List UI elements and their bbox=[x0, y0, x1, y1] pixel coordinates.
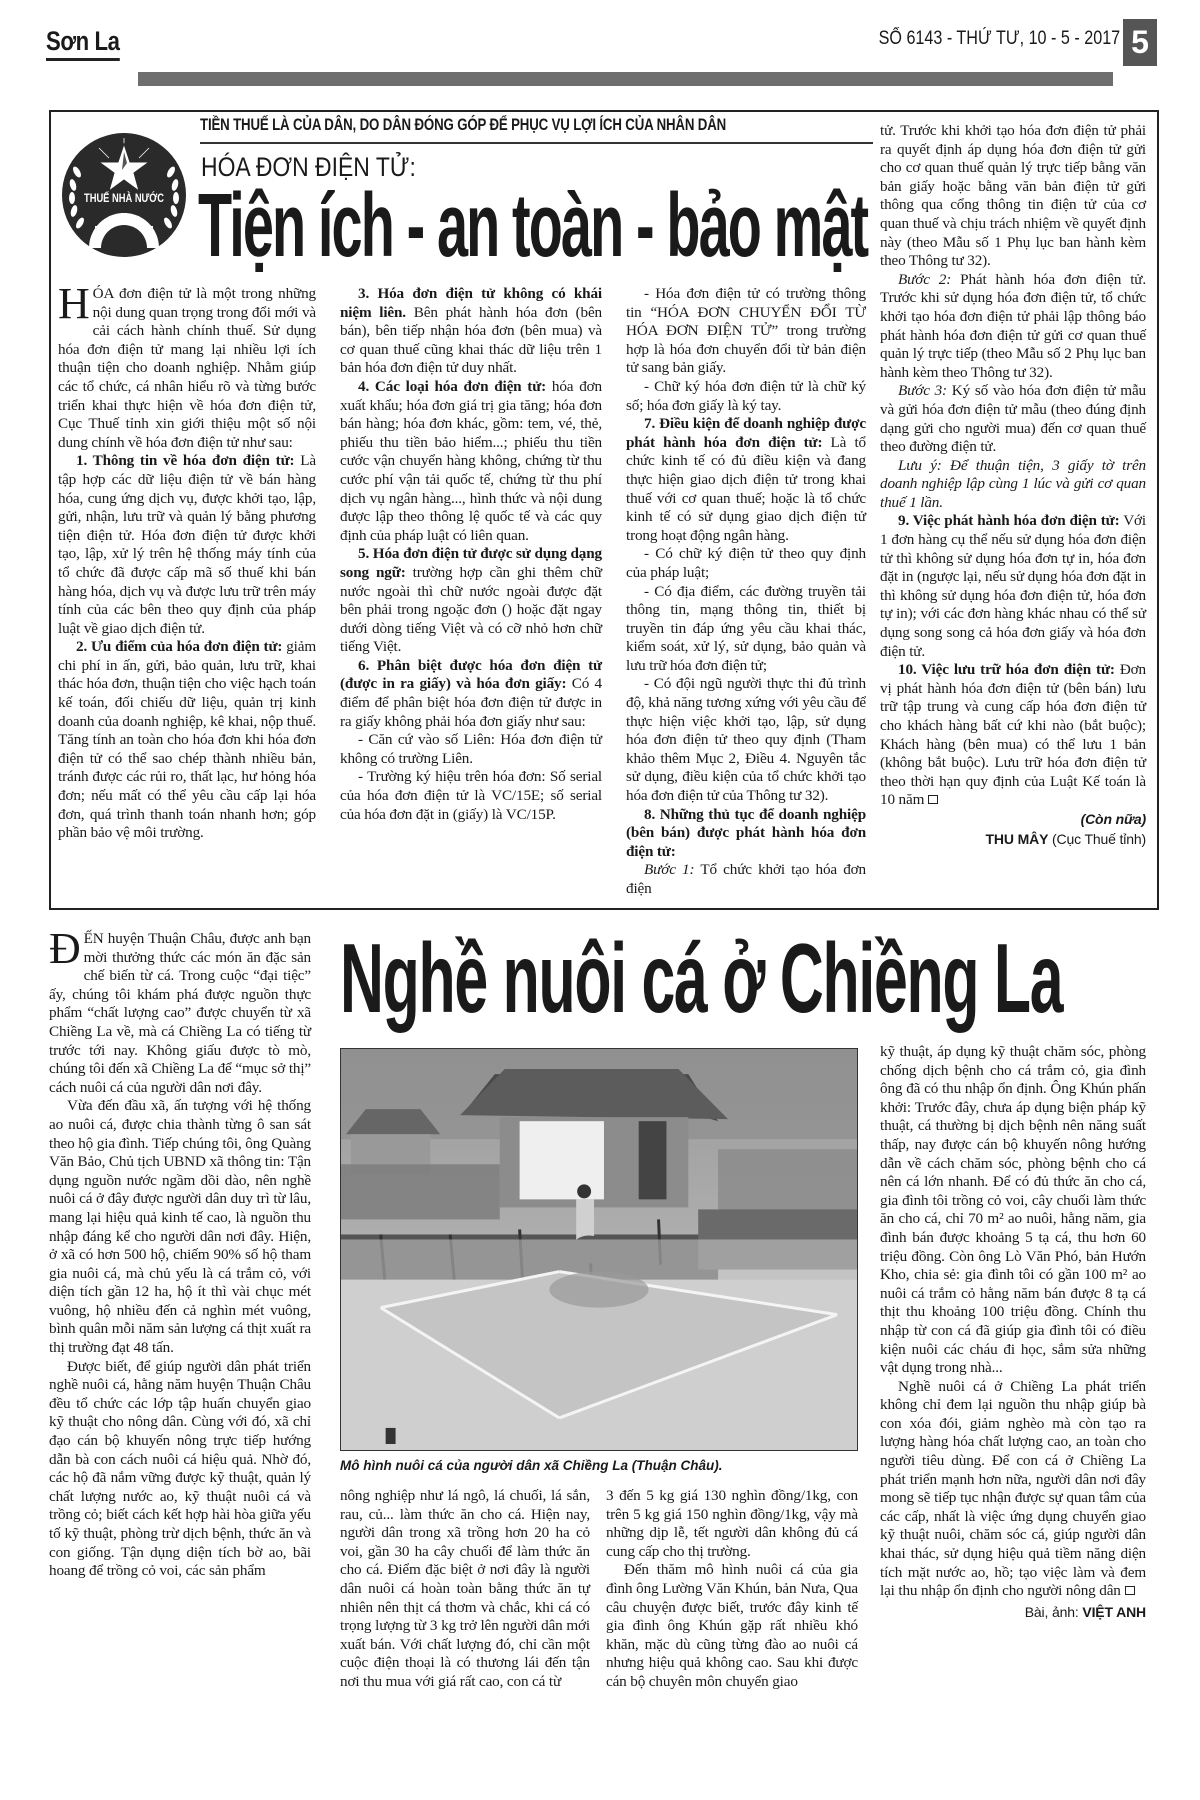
lead-paragraph bbox=[58, 279, 316, 452]
masthead-rule bbox=[138, 72, 1113, 86]
lead-text: ÓA đơn điện tử là một trong những nội dung quan trọng trong đổi mới và cải cách hành chính thuế. Sử dụng hóa đơn điện tử mang lại nhiều lợi ích thuận tiện cho doanh nghiệp. Nhằm giúp các tổ chức, cá nhân hiểu rõ và từng bước triển khai thực hiện về hóa đơn điện tử, Cục Thuế tỉnh xin giới thiệu một số nội dung chính về hóa đơn điện tử như sau: bbox=[58, 285, 316, 451]
section-4 bbox=[340, 378, 602, 545]
feature-lead-text: ẾN huyện Thuận Châu, được anh bạn mời thưởng thức các món ăn đặc sản chế biến từ cá. Trong cuộc “đại tiệc” ấy, chúng tôi khám phá được nguồn thực phẩm “chất lượng cao” được chuyển từ xã Chiềng La về, mà cá Chiềng La có tiếng từ trước tới nay. Không giấu được tò mò, chúng tôi đến xã Chiềng La để “mục sở thị” cách nuôi cá của người dân nơi đây. bbox=[49, 930, 311, 1096]
section-7-title: 7. Điều kiện để doanh nghiệp được phát hành hóa đơn điện tử: bbox=[626, 415, 866, 451]
feature-paragraph-continued: nông nghiệp như lá ngô, lá chuối, lá sắn, rau, củ... làm thức ăn cho cá. Hiện nay, người dân trong xã trồng hơn 20 ha cỏ voi, gần 30 ha cây chuối để làm thức ăn cho cá. Điểm đặc biệt ở nơi đây là người dân nuôi cá hoàn toàn bằng thức ăn tự nhiên nên thịt cá thơm và chắc, khi cá có trọng lượng từ 3 kg trở lên người dân mới xuất bán. Với chất lượng đó, chỉ cần một cuộc điện thoại là có thương lái đến tận nơi thu mua với giá rất cao, con cá từ bbox=[340, 1487, 590, 1690]
drop-cap: H bbox=[58, 279, 90, 328]
tax-emblem-icon bbox=[59, 130, 189, 260]
continued-label: (Còn nữa) bbox=[1080, 810, 1146, 827]
byline-prefix: Bài, ảnh: bbox=[1024, 1603, 1083, 1620]
article-column-4 bbox=[880, 122, 1146, 848]
slogan: TIỀN THUẾ LÀ CỦA DÂN, DO DÂN ĐÓNG GÓP ĐỂ PHỤC VỤ LỢI ÍCH CỦA NHÂN DÂN bbox=[200, 115, 727, 134]
section-6-text: Có 4 điểm để phân biệt hóa đơn điện tử được in ra giấy không phải hóa đơn giấy như sau: bbox=[340, 675, 602, 730]
article-kicker: HÓA ĐƠN ĐIỆN TỬ: bbox=[201, 152, 416, 182]
section-9 bbox=[880, 512, 1146, 661]
step-2 bbox=[880, 271, 1146, 383]
step-3-label: Bước 3: bbox=[898, 382, 947, 400]
feature-column-4 bbox=[880, 1043, 1146, 1621]
section-6-bullet: - Hóa đơn điện tử có trường thông tin “HÓA ĐƠN CHUYỂN ĐỔI TỪ HÓA ĐƠN ĐIỆN TỬ” trong trường hợp là hóa đơn chuyển đổi từ bản điện tử sang bản giấy. bbox=[626, 285, 866, 377]
section-6-bullet: - Chữ ký hóa đơn điện tử là chữ ký số; hóa đơn giấy là ký tay. bbox=[626, 377, 866, 414]
step-1-label: Bước 1: bbox=[644, 861, 695, 879]
section-8-title: 8. Những thủ tục để doanh nghiệp (bên bán) được phát hành hóa đơn điện tử: bbox=[626, 805, 866, 860]
author-line bbox=[880, 830, 1146, 848]
step-2-label: Bước 2: bbox=[898, 270, 952, 288]
section-6 bbox=[340, 657, 602, 731]
feature-column-3 bbox=[606, 1487, 858, 1692]
feature-column-2 bbox=[340, 1487, 590, 1692]
feature-paragraph: Được biết, để giúp người dân phát triển nghề nuôi cá, hằng năm huyện Thuận Châu đều tổ chức các lớp tập huấn chuyển giao kỹ thuật cho nông dân. Cùng với đó, xã chỉ đạo cán bộ khuyến nông trực tiếp hướng dẫn bà con cách nuôi cá hiệu quả. Nhờ đó, các hộ đã nắm vững được kỹ thuật, quản lý chất lượng nước ao, kỹ thuật nuôi cá và trồng cỏ; biết cách kết hợp hài hòa giữa yếu tố kỹ thuật, phòng trừ dịch bệnh, thức ăn và con giống. Tận dụng diện tích bờ ao, bãi hoang để trồng cỏ voi, các sản phẩm bbox=[49, 1357, 311, 1580]
feature-paragraph: Vừa đến đầu xã, ấn tượng với hệ thống ao nuôi cá, được chia thành từng ô san sát theo hộ gia đình. Tiếp chúng tôi, ông Quàng Văn Bảo, Chủ tịch UBND xã thông tin: Tận dụng nguồn nước ngầm dồi dào, nên nghề nuôi cá ở đây được người dân duy trì từ lâu, mang lại hiệu quả kinh tế cao, là nguồn thu nhập đáng kể cho người dân nơi đây. Hiện, ở xã có hơn 500 hộ, chiếm 90% số hộ tham gia nuôi cá, mà chủ yếu là cá trắm cỏ, với diện tích gần 12 ha, hộ ít thì vài chục mét vuông, hộ nhiều đến cả nghìn mét vuông, bình quân mỗi năm sản lượng cá thịt xuất ra thị trường đạt 48 tấn. bbox=[49, 1097, 311, 1357]
feature-paragraph: Đến thăm mô hình nuôi cá của gia đình ông Lường Văn Khún, bản Nưa, Qua câu chuyện được biết, trước đây kinh tế gia đình ông Khún gặp rất nhiều khó khăn, mặc dù cũng từng đào ao nuôi cá nhưng hiệu quả không cao. Sau khi được cán bộ chuyên môn chuyển giao bbox=[606, 1561, 858, 1690]
feature-column-1 bbox=[49, 924, 311, 1581]
article-column-2 bbox=[340, 285, 602, 824]
section-3-text: Bên phát hành hóa đơn (bên bán), bên tiếp nhận hóa đơn (bên mua) và cơ quan thuế cũng khai thác dữ liệu trên 1 bản hóa đơn điện tử duy nhất. bbox=[340, 303, 602, 377]
byline-name: VIỆT ANH bbox=[1082, 1603, 1146, 1620]
slogan-underline bbox=[200, 142, 873, 144]
section-2-text: giảm chi phí in ấn, gửi, bảo quản, lưu trữ, khai thác hóa đơn, thuận tiện cho việc hạch toán kế toán, đối chiếu dữ liệu, quản trị kinh doanh của doanh nghiệp, kê khai, nộp thuế. Tăng tính an toàn cho hóa đơn khi hóa đơn điện tử có thể sao chép thành nhiều bản, tránh được các rủi ro, thất lạc, hư hỏng hóa đơn; nếu mất có thể yêu cầu cấp lại hóa đơn, quá trình thanh toán nhanh hơn; góp phần bảo vệ môi trường. bbox=[58, 638, 316, 842]
section-7-bullet: - Có chữ ký điện tử theo quy định của pháp luật; bbox=[626, 545, 866, 581]
step-1-text-start: Tổ chức khởi tạo hóa đơn điện bbox=[626, 861, 867, 897]
fish-pond-photo-illustration bbox=[341, 1049, 857, 1450]
drop-cap: Đ bbox=[49, 924, 81, 973]
paper-name: Sơn La bbox=[46, 26, 120, 61]
logo-text: THUẾ NHÀ NƯỚC bbox=[84, 191, 187, 205]
feature-paragraph-continued: kỹ thuật, áp dụng kỹ thuật chăm sóc, phòng chống dịch bệnh cho cá trắm cỏ, gia đình ông đã có thu nhập ổn định. Ông Khún phấn khởi: Trước đây, chưa áp dụng biện pháp kỹ thuật, cá thường bị dịch bệnh nên năng suất thấp, nay được cán bộ khuyến nông hướng dẫn về cách chăm sóc, phòng bệnh cho cá nên cá lớn nhanh. Để có đủ thức ăn cho cá, gia đình tôi trồng cỏ voi, cây chuối làm thức ăn cho cá, chỉ 70 m² ao nuôi, hằng năm, gia đình bán được khoảng 5 tạ cá, thu hơn 60 triệu đồng. Còn ông Lò Văn Phó, bản Hướn Kho, chia sẻ: gia đình tôi có gần 100 m² ao nuôi cá trắm cỏ hằng năm bán được 8 tạ cá thịt thu khoảng 100 triệu đồng. Chính thu nhập từ con cá đã giúp gia đình tôi có điều kiện nuôi các cháu đi học, sắm sửa những vật dụng trong nhà... bbox=[880, 1043, 1146, 1377]
step-1 bbox=[626, 861, 866, 898]
section-3 bbox=[340, 285, 602, 378]
author-name: THU MÂY bbox=[985, 830, 1049, 847]
page-number-badge: 5 bbox=[1123, 19, 1157, 66]
article-column-3 bbox=[626, 285, 866, 899]
section-1-text: Là tập hợp các dữ liệu điện tử về bán hàng hóa, cung ứng dịch vụ, được khởi tạo, lập, gửi, nhận, lưu trữ và quản lý bằng phương tiện điện tử. Hóa đơn điện tử được khởi tạo, lập, xử lý trên hệ thống máy tính của tổ chức đã được cấp mã số thuế khi bán hàng hóa, dịch vụ và được lưu trữ trên máy tính của các bên theo quy định của pháp luật về giao dịch điện tử. bbox=[58, 452, 316, 637]
end-mark-icon bbox=[1125, 1586, 1135, 1595]
section-5-text: trường hợp cần ghi thêm chữ nước ngoài thì chữ nước ngoài được đặt bên phải trong ngoặc đơn () hoặc đặt ngay dưới dòng tiếng Việt và có cỡ nhỏ hơn chữ tiếng Việt. bbox=[340, 563, 602, 656]
author-org: (Cục Thuế tỉnh) bbox=[1048, 830, 1146, 847]
section-10-text: Đơn vị phát hành hóa đơn điện tử (bên bán) lưu trữ tập trung và cung cấp hóa đơn điện tử cho khách hàng bất cứ khi nào (bắt buộc); Khách hàng (bên mua) có thể lưu 1 bản (không bắt buộc). Lưu trữ hóa đơn điện tử theo thời hạn quy định của Luật Kế toán là 10 năm bbox=[880, 661, 1146, 809]
note-text: Lưu ý: Để thuận tiện, 3 giấy tờ trên doanh nghiệp lập cùng 1 lúc và gửi cơ quan thuế 1 lần. bbox=[880, 456, 1146, 511]
article-headline: Tiện ích - an toàn - bảo mật bbox=[198, 176, 868, 276]
section-1 bbox=[58, 452, 316, 638]
section-10-title: 10. Việc lưu trữ hóa đơn điện tử: bbox=[898, 661, 1115, 679]
photo-caption: Mô hình nuôi cá của người dân xã Chiềng La (Thuận Châu). bbox=[340, 1458, 723, 1473]
issue-date-line: SỐ 6143 - THỨ TƯ, 10 - 5 - 2017 bbox=[878, 28, 1120, 49]
section-8 bbox=[626, 806, 866, 862]
section-6-title: 6. Phân biệt được hóa đơn điện tử (được in ra giấy) và hóa đơn giấy: bbox=[340, 656, 602, 693]
section-2-title: 2. Ưu điểm của hóa đơn điện tử: bbox=[76, 638, 283, 656]
feature-paragraph-continued: 3 đến 5 kg giá 130 nghìn đồng/1kg, con trên 5 kg giá 150 nghìn đồng/1kg, vậy mà những dịp lễ, tết người dân không đủ cá cung cấp cho thị trường. bbox=[606, 1487, 858, 1560]
step-2-text: Phát hành hóa đơn điện tử. Trước khi sử dụng hóa đơn điện tử, tổ chức khởi tạo hóa đơn điện tử phải lập thông báo phát hành hóa đơn điện tử gửi cơ quan thuế quản lý trực tiếp (theo Mẫu số 2 Phụ lục ban hành kèm theo Thông tư 32). bbox=[880, 270, 1146, 381]
end-mark-icon bbox=[928, 795, 938, 804]
section-4-title: 4. Các loại hóa đơn điện tử: bbox=[358, 377, 547, 395]
section-7-text: Là tổ chức kinh tế có đủ điều kiện và đang thực hiện giao dịch điện tử trong khai thuế với cơ quan thuế; hoặc là tổ chức kinh tế có sử dụng giao dịch điện tử trong hoạt động ngân hàng. bbox=[626, 433, 866, 544]
section-7-bullet: - Có địa điểm, các đường truyền tải thông tin, mạng thông tin, thiết bị truyền tin đáp ứng yêu cầu khai thác, kiểm soát, xử lý, sử dụng, bảo quản và lưu trữ hóa đơn điện tử; bbox=[626, 582, 866, 674]
section-7-bullet: - Có đội ngũ người thực thi đủ trình độ, khả năng tương xứng với yêu cầu để thực hiện việc khởi tạo, lập, sử dụng hóa đơn điện tử theo quy định (Tham khảo thêm Mục 2, Điều 4. Nguyên tắc sử dụng, điều kiện của tổ chức khởi tạo hóa đơn điện tử của Thông tư 32). bbox=[626, 675, 866, 805]
fish-pond-photo bbox=[340, 1048, 858, 1451]
section-5 bbox=[340, 545, 602, 657]
section-5-title: 5. Hóa đơn điện tử được sử dụng dạng song ngữ: bbox=[340, 545, 602, 581]
section-3-title: 3. Hóa đơn điện tử không có khái niệm liên. bbox=[340, 285, 602, 321]
step-3 bbox=[880, 382, 1146, 456]
feature-byline bbox=[880, 1603, 1146, 1621]
section-6-bullet: - Trường ký hiệu trên hóa đơn: Số serial của hóa đơn điện tử là VC/15E; số serial của hóa đơn đặt in (giấy) là VC/15P. bbox=[340, 768, 602, 823]
note bbox=[880, 457, 1146, 513]
section-6-bullet: - Căn cứ vào số Liên: Hóa đơn điện tử không có trường Liên. bbox=[340, 731, 602, 767]
article-column-1 bbox=[58, 279, 316, 843]
feature-headline: Nghề nuôi cá ở Chiềng La bbox=[340, 923, 1063, 1033]
section-9-text: Với 1 đơn hàng cụ thể nếu sử dụng hóa đơn điện tử thì không sử dụng hóa đơn tự in, hóa đơn đặt in (ngược lại, nếu sử dụng hóa đơn đặt in thì không sử dụng hóa đơn điện tử, hóa đơn tự in); với các đơn hàng khác nhau có thể sử dụng song song cả hóa đơn giấy và hóa đơn điện tử. bbox=[880, 512, 1146, 660]
feature-closing-paragraph bbox=[880, 1378, 1146, 1601]
section-1-title: 1. Thông tin về hóa đơn điện tử: bbox=[76, 452, 295, 470]
section-4-text: hóa đơn xuất khẩu; hóa đơn giá trị gia tăng; hóa đơn bán hàng; hóa đơn khác, gồm: tem, vé, thẻ, phiếu thu tiền bảo hiểm...; phiếu thu tiền cước vận chuyển hàng không, chứng từ thu cước phí vận tải quốc tế, chứng từ thu phí dịch vụ ngân hàng..., hình thức và nội dung được lập theo thông lệ quốc tế và các quy định của pháp luật có liên quan. bbox=[340, 377, 603, 544]
section-7 bbox=[626, 415, 866, 545]
section-2 bbox=[58, 638, 316, 843]
section-9-title: 9. Việc phát hành hóa đơn điện tử: bbox=[898, 512, 1120, 530]
step-3-text: Ký số vào hóa đơn điện tử mẫu và gửi hóa đơn điện tử mẫu (theo đúng định dạng gửi cho người mua) đến cơ quan thuế theo đường điện tử. bbox=[880, 382, 1146, 456]
section-10 bbox=[880, 661, 1146, 810]
feature-closing-text: Nghề nuôi cá ở Chiềng La phát triển không chỉ đem lại nguồn thu nhập giúp bà con xóa đói, giảm nghèo mà còn tạo ra lượng hàng hóa chất lượng cao, an toàn cho người tiêu dùng. Để con cá ở Chiềng La phát triển mạnh hơn nữa, người dân nơi đây mong sẽ tiếp tục nhận được sự quan tâm của các cấp, nhất là việc ứng dụng chuyển giao kỹ thuật nuôi, chăm sóc cá, giúp người dân khai thác, sử dụng hiệu quả tiềm năng diện tích mặt nước ao, hồ; tạo việc làm và đem lại thu nhập ổn định cho người nông dân bbox=[880, 1377, 1146, 1600]
step-1-continued: tử. Trước khi khởi tạo hóa đơn điện tử phải ra quyết định áp dụng hóa đơn điện tử gửi cho cơ quan thuế quản lý trực tiếp bằng văn bản giấy hoặc bằng văn bản điện tử gửi thông qua cổng thông tin điện tử của cơ quan thuế và chịu trách nhiệm về quyết định này (theo Mẫu số 1 Phụ lục ban hành kèm theo Thông tư 32). bbox=[880, 122, 1146, 270]
feature-lead bbox=[49, 924, 311, 1097]
